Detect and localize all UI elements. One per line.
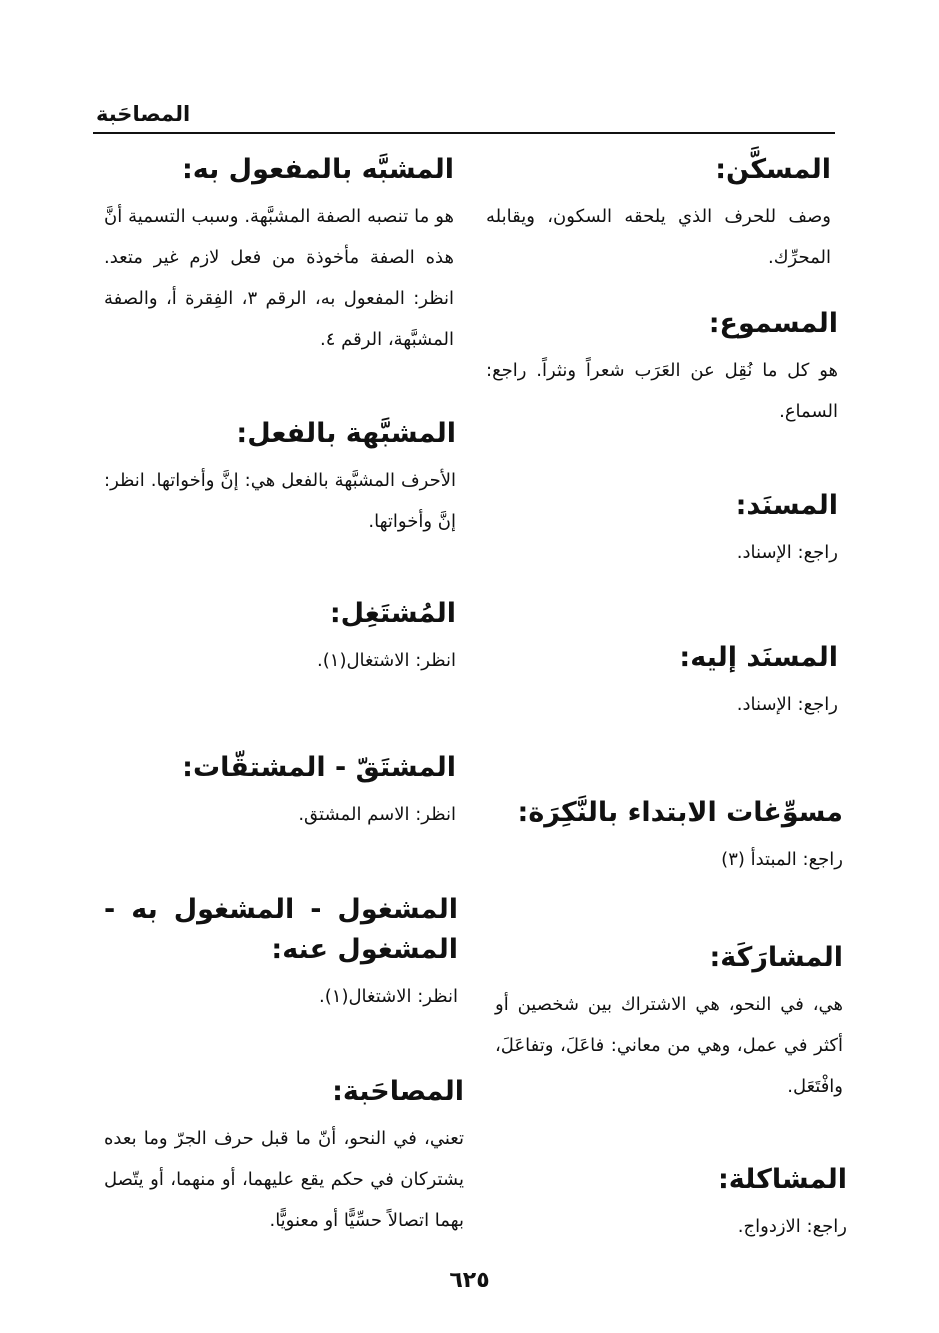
- entry: [104, 748, 456, 835]
- entry: [495, 938, 843, 1107]
- entry-heading: المشارَكَة:: [709, 942, 843, 973]
- entry: [104, 594, 456, 681]
- entry: [104, 150, 454, 360]
- entry: [104, 414, 456, 542]
- entry: [486, 486, 838, 573]
- entry-text: راجع: الازدواج.: [737, 1216, 847, 1237]
- entry: [104, 890, 458, 1017]
- entry-text: تعني، في النحو، أنّ ما قبل حرف الجرّ وما بعده يشتركان في حكم يقع عليهما، أو منهما، أو يتّصل بهما اتصالاً حسِّيًّا أو معنويًّا.: [104, 1128, 464, 1231]
- entry-text: وصف للحرف الذي يلحقه السكون، ويقابله المحرِّك.: [486, 206, 831, 268]
- page-number: ٦٢٥: [449, 1268, 490, 1293]
- running-head: المصاحَبة: [96, 102, 191, 126]
- entry-text: هو كل ما نُقِل عن العَرَب شعراً ونثراً. راجع: السماع.: [486, 360, 838, 422]
- entry-heading: المُشتَغِل:: [329, 598, 456, 629]
- entry: [486, 150, 831, 278]
- entry-text: انظر: الاشتغال(١).: [317, 650, 456, 671]
- entry: [487, 1160, 847, 1247]
- entry-heading: المسنَد:: [735, 490, 838, 521]
- entry-text: انظر: الاشتغال(١).: [319, 986, 458, 1007]
- entry-heading: مسوِّغات الابتداء بالنَّكِرَة:: [517, 797, 843, 828]
- entry-heading: المصاحَبة:: [332, 1076, 464, 1107]
- header-rule: [93, 132, 835, 134]
- entry-heading: المشبَّه بالمفعول به:: [181, 154, 454, 185]
- entry: [483, 793, 843, 880]
- entry-text: راجع: الإسناد.: [736, 542, 838, 563]
- entry-heading: المشاكلة:: [717, 1164, 847, 1195]
- entry: [104, 1072, 464, 1241]
- entry: [486, 304, 838, 432]
- entry: [486, 638, 838, 725]
- entry-text: راجع: الإسناد.: [736, 694, 838, 715]
- entry-text: انظر: الاسم المشتق.: [298, 804, 456, 825]
- entry-heading: المسموع:: [708, 308, 838, 339]
- entry-heading: المشغول - المشغول به - المشغول عنه:: [104, 894, 458, 965]
- entry-text: هو ما تنصبه الصفة المشبَّهة. وسبب التسمية أنَّ هذه الصفة مأخوذة من فعل لازم غير متعد. انظر: المفعول به، الرقم ٣، الفِقرة أ، والصفة المشبَّهة، الرقم ٤.: [104, 206, 455, 350]
- entry-heading: المسنَد إليه:: [679, 642, 838, 673]
- entry-text: الأحرف المشبَّهة بالفعل هي: إنَّ وأخواتها. انظر: إنَّ وأخواتها.: [104, 470, 456, 532]
- entry-text: راجع: المبتدأ (٣): [721, 849, 843, 870]
- entry-text: هي، في النحو، هي الاشتراك بين شخصين أو أكثر في عمل، وهي من معاني: فاعَلَ، وتفاعَلَ، وافْتَعَل.: [495, 994, 843, 1097]
- entry-heading: المسكَّن:: [715, 154, 831, 185]
- entry-heading: المشبَّهة بالفعل:: [236, 418, 456, 449]
- entry-heading: المشتَقّ - المشتقّات:: [182, 752, 456, 783]
